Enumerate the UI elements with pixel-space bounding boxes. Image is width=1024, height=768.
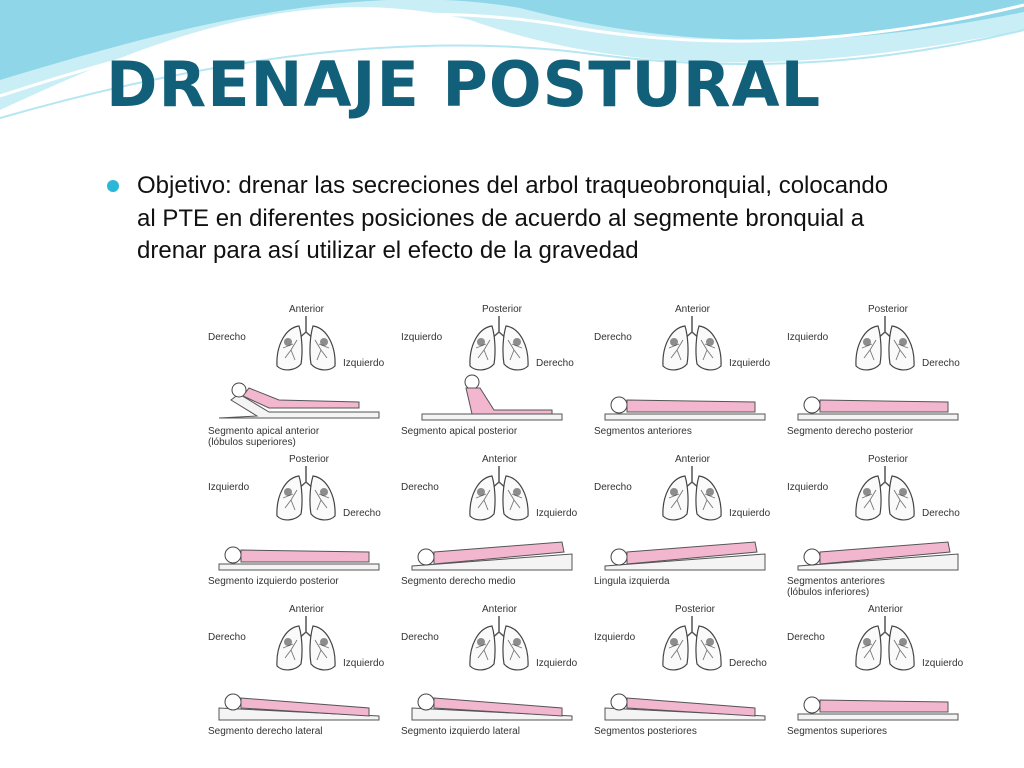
lungs-diagram-icon [271,614,341,679]
side-label-right: Izquierdo [536,508,578,519]
lung-view-label: Posterior [289,454,330,465]
lungs-diagram-icon [657,464,727,529]
patient-position-illustration [402,374,582,429]
lung-view-label: Anterior [482,604,518,615]
postural-drainage-figure [205,302,979,747]
patient-position-illustration [595,674,775,729]
side-label-right: Derecho [922,358,960,369]
lungs-diagram-icon [464,314,534,379]
side-label-right: Izquierdo [343,358,385,369]
side-label-right: Izquierdo [729,358,771,369]
lung-view-label: Posterior [675,604,716,615]
position-caption [401,576,516,587]
side-label-left: Derecho [208,332,246,343]
lung-view-label: Anterior [868,604,904,615]
side-label-left: Derecho [787,632,825,643]
caption-line: Segmento izquierdo lateral [401,726,520,737]
drainage-position [591,452,784,602]
caption-line: Segmento derecho lateral [208,726,323,737]
patient-position-illustration [209,674,389,729]
lung-view-label: Anterior [482,454,518,465]
drainage-position [784,302,977,452]
drainage-position [398,452,591,602]
side-label-left: Izquierdo [594,632,636,643]
position-caption [401,726,520,737]
side-label-left: Derecho [594,332,632,343]
lungs-diagram-icon [657,614,727,679]
drainage-position [205,602,398,752]
slide-title: DRENAJE POSTURAL [106,48,822,121]
drainage-position [205,302,398,452]
patient-position-illustration [209,374,389,429]
side-label-right: Izquierdo [729,508,771,519]
lung-view-label: Anterior [289,604,325,615]
patient-position-illustration [788,524,968,579]
lung-view-label: Posterior [868,304,909,315]
lungs-diagram-icon [464,614,534,679]
patient-position-illustration [788,674,968,729]
drainage-position [591,302,784,452]
side-label-left: Derecho [594,482,632,493]
side-label-left: Derecho [208,632,246,643]
patient-position-illustration [788,374,968,429]
drainage-position [398,602,591,752]
patient-position-illustration [595,524,775,579]
drainage-position [591,602,784,752]
position-caption [594,726,697,737]
caption-line: Segmento derecho posterior [787,426,914,437]
patient-position-illustration [402,524,582,579]
lung-view-label: Anterior [675,304,711,315]
side-label-right: Izquierdo [536,658,578,669]
patient-position-illustration [402,674,582,729]
position-caption [208,726,323,737]
caption-line: Segmento izquierdo posterior [208,576,339,587]
lung-view-label: Posterior [482,304,523,315]
position-caption [208,426,319,448]
side-label-left: Izquierdo [401,332,443,343]
side-label-left: Izquierdo [208,482,250,493]
lungs-diagram-icon [271,314,341,379]
lungs-diagram-icon [464,464,534,529]
drainage-position [205,452,398,602]
lungs-diagram-icon [657,314,727,379]
drainage-position [398,302,591,452]
side-label-left: Izquierdo [787,332,829,343]
side-label-right: Derecho [922,508,960,519]
lungs-diagram-icon [850,464,920,529]
side-label-right: Izquierdo [922,658,964,669]
objective-bullet [107,170,907,268]
position-caption [594,576,670,587]
patient-position-illustration [595,374,775,429]
caption-line: Segmento apical posterior [401,426,518,437]
caption-line: Segmento derecho medio [401,576,516,587]
lungs-diagram-icon [850,614,920,679]
position-caption [401,426,517,437]
caption-line: Segmentos anteriores [594,426,692,437]
caption-line: (lóbulos inferiores) [787,587,870,598]
bullet-dot-icon [107,180,119,192]
caption-line: (lóbulos superiores) [208,437,296,448]
caption-line: Segmentos anteriores [787,576,885,587]
side-label-right: Izquierdo [343,658,385,669]
side-label-right: Derecho [343,508,381,519]
drainage-position [784,452,977,602]
lungs-diagram-icon [850,314,920,379]
position-caption [787,726,887,737]
caption-line: Segmentos superiores [787,726,888,737]
position-caption [787,576,885,598]
caption-line: Segmento apical anterior [208,426,320,437]
lung-view-label: Anterior [675,454,711,465]
side-label-right: Derecho [729,658,767,669]
objective-text: Objetivo: drenar las secreciones del arbol traqueobronquial, colocando al PTE en diferentes posiciones de acuerdo al segmente bronquial a drenar para así utilizar el efecto de la gravedad [137,172,889,264]
position-caption [787,426,913,437]
lungs-diagram-icon [271,464,341,529]
lung-view-label: Posterior [868,454,909,465]
caption-line: Lingula izquierda [594,576,670,587]
patient-position-illustration [209,524,389,579]
side-label-right: Derecho [536,358,574,369]
position-caption [208,576,339,587]
lung-view-label: Anterior [289,304,325,315]
side-label-left: Derecho [401,482,439,493]
side-label-left: Derecho [401,632,439,643]
side-label-left: Izquierdo [787,482,829,493]
position-caption [594,426,692,437]
caption-line: Segmentos posteriores [594,726,697,737]
drainage-position [784,602,977,752]
